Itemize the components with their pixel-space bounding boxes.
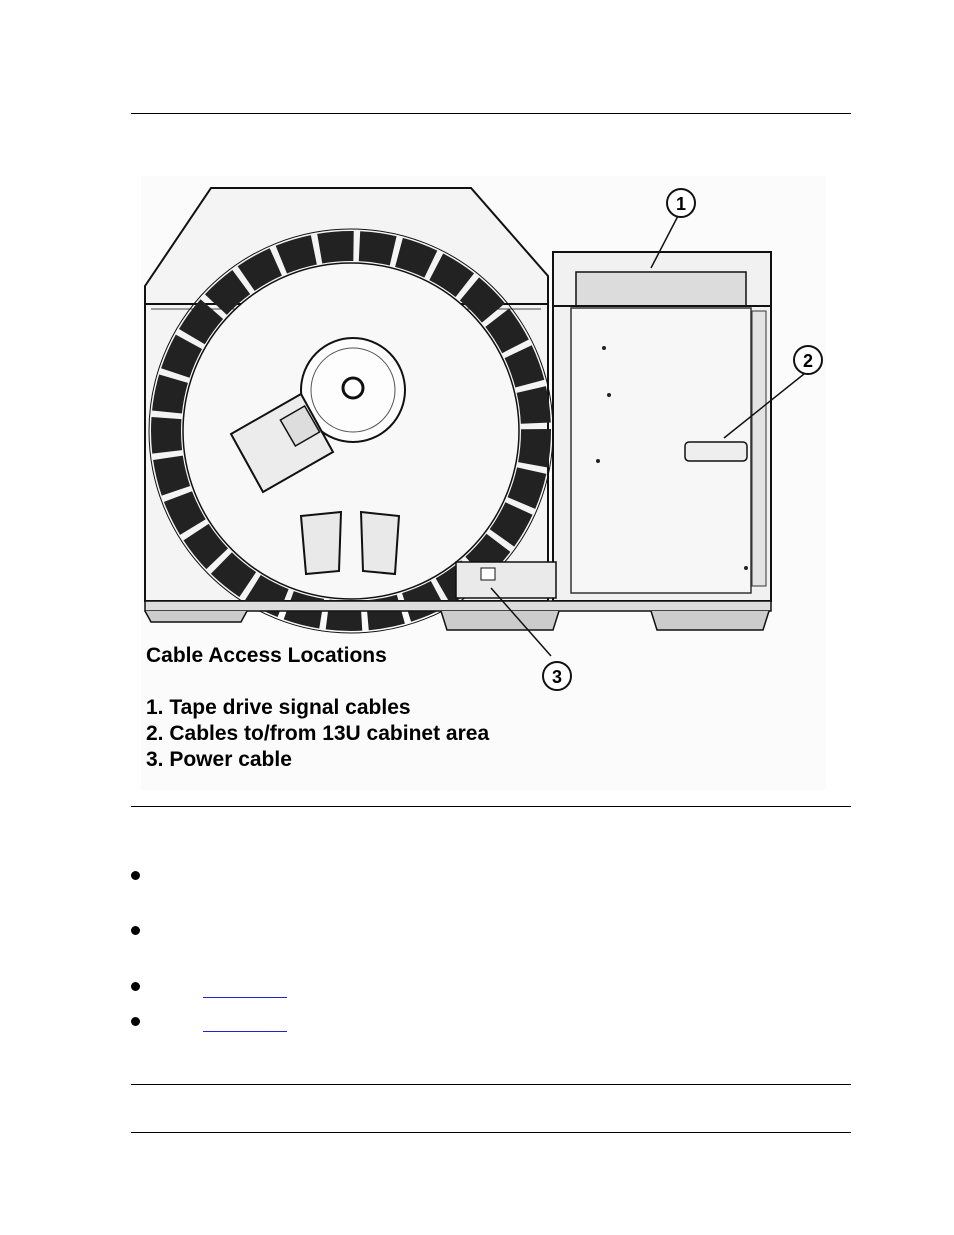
bullet-4-link[interactable] (203, 1031, 287, 1032)
top-rule (131, 113, 851, 114)
bullet-1 (131, 871, 140, 880)
tape-drive-left (301, 512, 341, 574)
bullet-3-link[interactable] (203, 997, 287, 998)
bullet-4 (131, 1017, 140, 1026)
svg-text:2: 2 (802, 351, 814, 371)
section-rule (131, 1084, 851, 1085)
callout-3 (543, 662, 571, 690)
caption-item-2: 2. Cables to/from 13U cabinet area (146, 722, 490, 745)
power-module (456, 562, 556, 598)
bullet-2 (131, 926, 140, 935)
caption-item-1: 1. Tape drive signal cables (146, 696, 411, 719)
callout-2 (794, 346, 822, 374)
figure-bottom-rule (131, 806, 851, 807)
figure-caption-title: Cable Access Locations (146, 644, 387, 667)
bullet-3 (131, 982, 140, 991)
footer-rule (131, 1132, 851, 1133)
svg-text:1: 1 (675, 194, 687, 214)
tape-drive-right (361, 512, 399, 574)
top-cable-access-plate (576, 272, 746, 306)
cable-access-port-2 (685, 442, 747, 461)
caption-item-3: 3. Power cable (146, 748, 292, 771)
callout-1 (667, 189, 695, 217)
svg-text:3: 3 (551, 667, 563, 687)
